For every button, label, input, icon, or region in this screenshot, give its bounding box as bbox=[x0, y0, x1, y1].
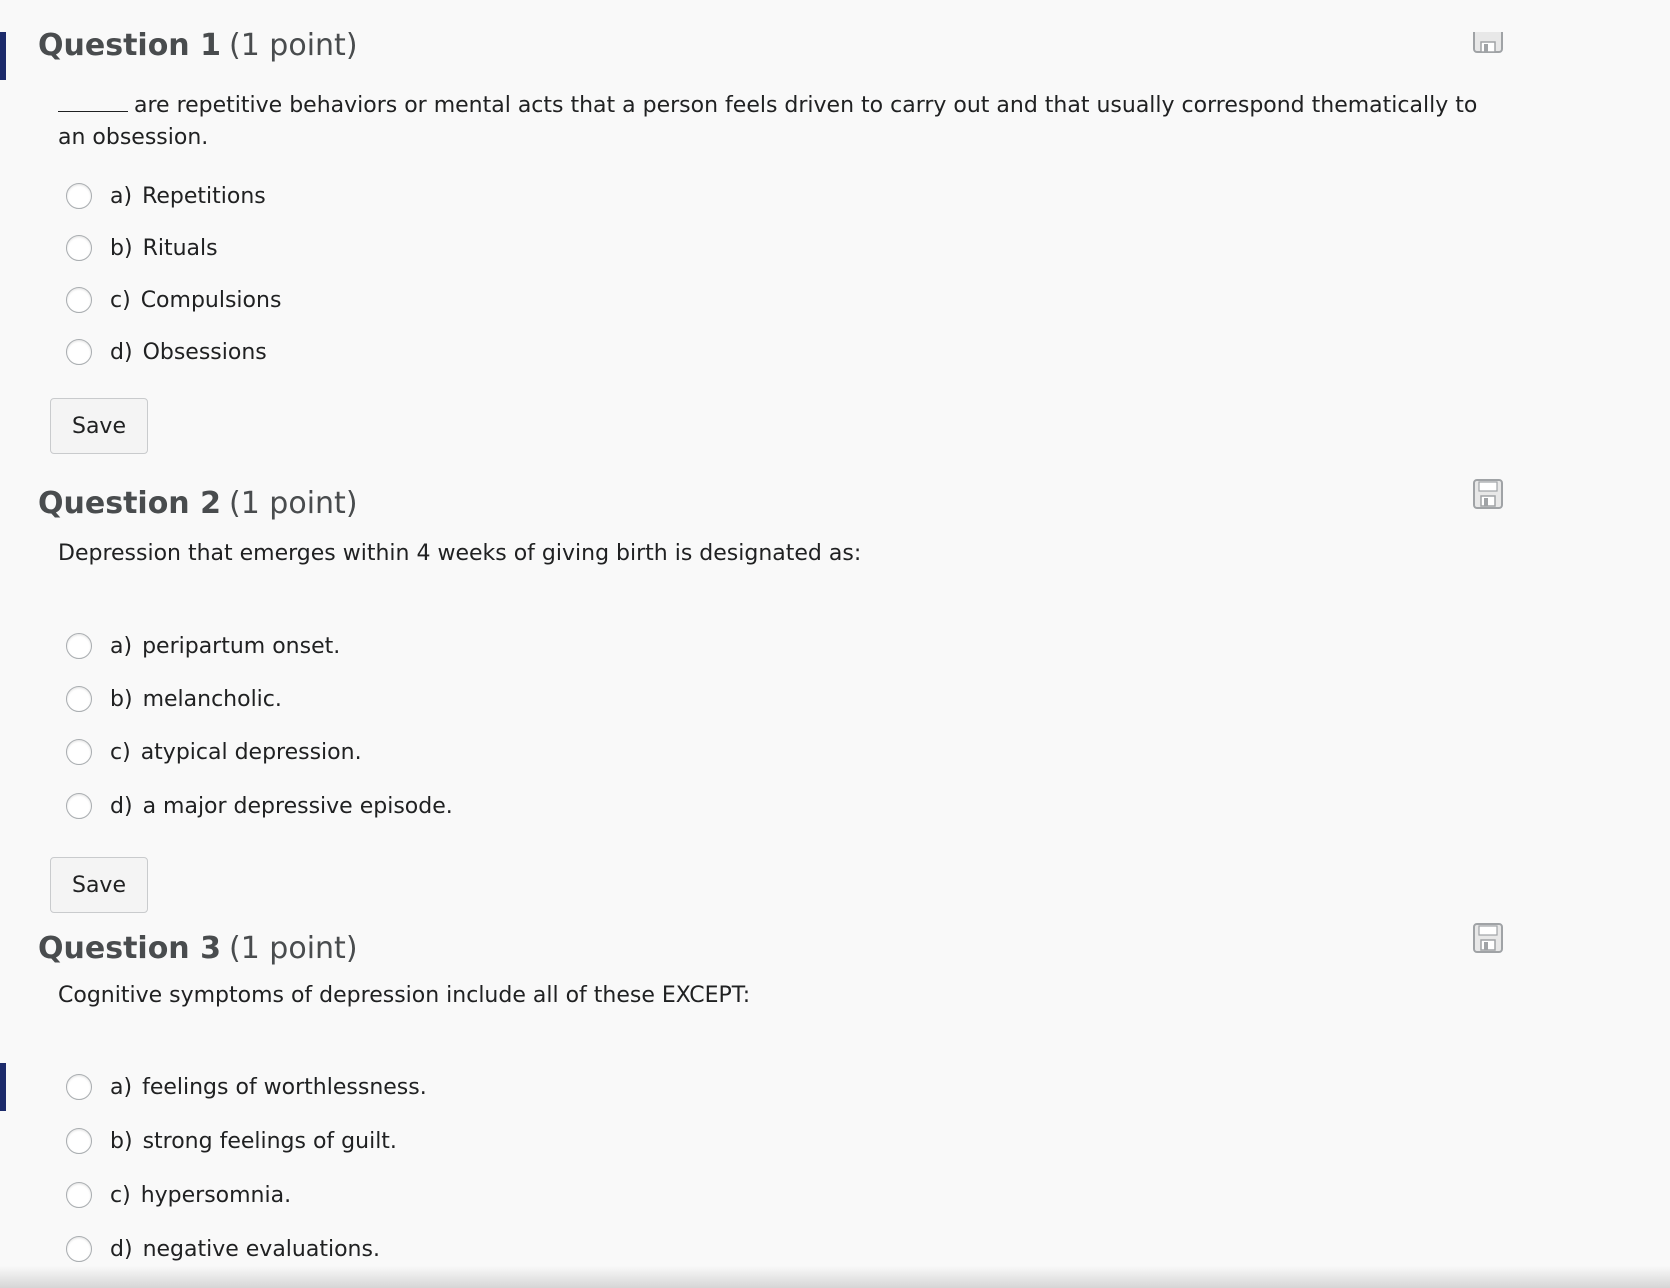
question-label: Question 3 bbox=[38, 931, 221, 966]
option-text: Obsessions bbox=[142, 339, 267, 365]
bottom-shadow bbox=[0, 1266, 1670, 1288]
radio-button[interactable] bbox=[66, 1182, 92, 1208]
question-title bbox=[38, 486, 358, 521]
radio-button[interactable] bbox=[66, 739, 92, 765]
option-text: negative evaluations. bbox=[142, 1236, 380, 1262]
question-label: Question 2 bbox=[38, 486, 221, 521]
radio-button[interactable] bbox=[66, 686, 92, 712]
option-letter: b) bbox=[110, 235, 133, 261]
option-d[interactable] bbox=[66, 335, 267, 369]
option-a[interactable] bbox=[66, 179, 266, 213]
option-b[interactable] bbox=[66, 1124, 397, 1158]
focus-marker bbox=[0, 32, 6, 80]
option-b[interactable] bbox=[66, 682, 282, 716]
radio-button[interactable] bbox=[66, 287, 92, 313]
radio-button[interactable] bbox=[66, 1074, 92, 1100]
question-text: Cognitive symptoms of depression include all of these EXCEPT: bbox=[58, 983, 751, 1008]
question-title bbox=[38, 28, 358, 63]
question-title bbox=[38, 931, 358, 966]
option-c[interactable] bbox=[66, 1178, 291, 1212]
question-points: (1 point) bbox=[228, 486, 358, 521]
option-letter: d) bbox=[110, 1236, 133, 1262]
question-label: Question 1 bbox=[38, 28, 221, 63]
option-letter: b) bbox=[110, 686, 133, 712]
radio-button[interactable] bbox=[66, 1236, 92, 1262]
option-a[interactable] bbox=[66, 1070, 427, 1104]
question-text: are repetitive behaviors or mental acts that a person feels driven to carry out and that usually correspond thematically to an obsession. bbox=[58, 93, 1478, 150]
option-c[interactable] bbox=[66, 283, 281, 317]
option-text: feelings of worthlessness. bbox=[142, 1074, 427, 1100]
question-text: Depression that emerges within 4 weeks of giving birth is designated as: bbox=[58, 541, 862, 566]
radio-button[interactable] bbox=[66, 339, 92, 365]
option-letter: d) bbox=[110, 339, 133, 365]
option-text: strong feelings of guilt. bbox=[142, 1128, 397, 1154]
floppy-disk-icon bbox=[1472, 922, 1504, 954]
option-text: Compulsions bbox=[140, 287, 282, 313]
radio-button[interactable] bbox=[66, 235, 92, 261]
question-points: (1 point) bbox=[228, 28, 358, 63]
option-c[interactable] bbox=[66, 735, 362, 769]
radio-button[interactable] bbox=[66, 633, 92, 659]
floppy-disk-icon bbox=[1472, 32, 1504, 64]
floppy-disk-icon bbox=[1472, 478, 1504, 510]
radio-button[interactable] bbox=[66, 183, 92, 209]
option-letter: c) bbox=[110, 739, 131, 765]
option-text: peripartum onset. bbox=[142, 633, 341, 659]
option-letter: b) bbox=[110, 1128, 133, 1154]
option-d[interactable] bbox=[66, 789, 453, 823]
question-points: (1 point) bbox=[228, 931, 358, 966]
option-text: melancholic. bbox=[142, 686, 282, 712]
answer-blank bbox=[58, 93, 128, 112]
focus-marker bbox=[0, 1063, 6, 1111]
option-d[interactable] bbox=[66, 1232, 380, 1266]
option-text: atypical depression. bbox=[140, 739, 362, 765]
option-text: hypersomnia. bbox=[140, 1182, 292, 1208]
option-letter: c) bbox=[110, 287, 131, 313]
option-a[interactable] bbox=[66, 629, 340, 663]
option-text: a major depressive episode. bbox=[142, 793, 453, 819]
option-text: Repetitions bbox=[142, 183, 266, 209]
option-text: Rituals bbox=[142, 235, 218, 261]
save-button[interactable]: Save bbox=[50, 857, 148, 913]
option-letter: d) bbox=[110, 793, 133, 819]
option-letter: a) bbox=[110, 183, 133, 209]
radio-button[interactable] bbox=[66, 1128, 92, 1154]
option-b[interactable] bbox=[66, 231, 218, 265]
option-letter: a) bbox=[110, 1074, 133, 1100]
option-letter: c) bbox=[110, 1182, 131, 1208]
radio-button[interactable] bbox=[66, 793, 92, 819]
option-letter: a) bbox=[110, 633, 133, 659]
save-button[interactable]: Save bbox=[50, 398, 148, 454]
